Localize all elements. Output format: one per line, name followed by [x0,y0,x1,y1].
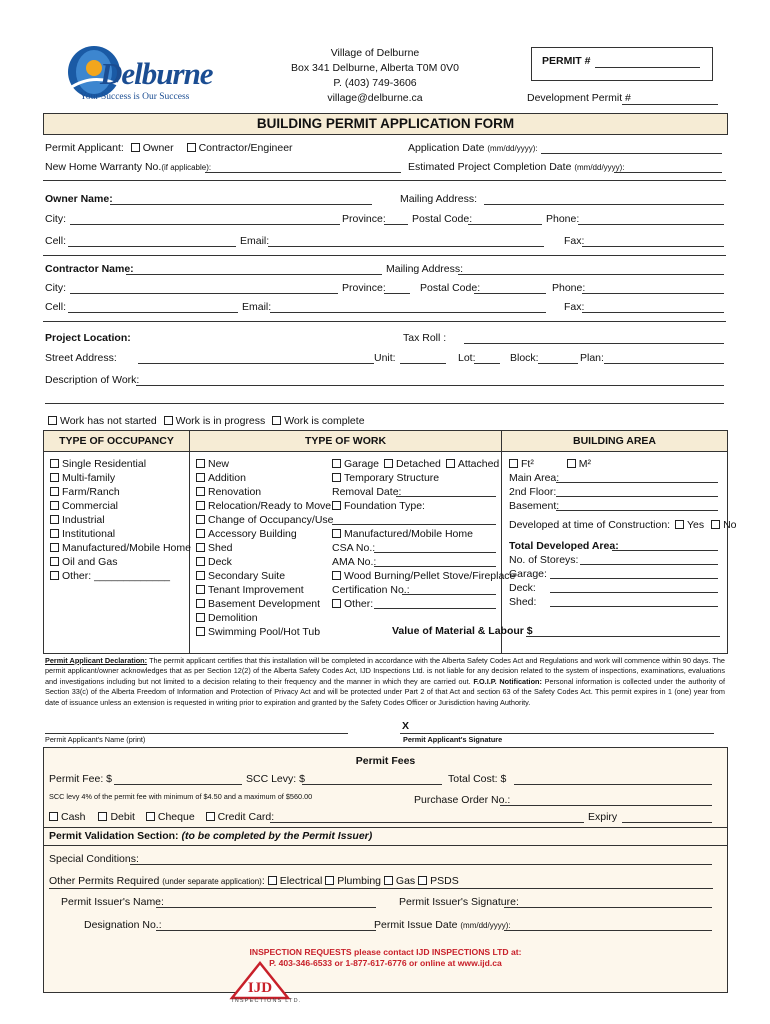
ama-label: AMA No.: [332,556,377,568]
work-type-item [196,513,334,527]
status-not-started-checkbox[interactable] [48,416,57,425]
owner-postal-label: Postal Code: [412,213,473,225]
work-type-label: Secondary Suite [208,570,286,582]
occupancy-checkbox[interactable] [50,459,59,468]
owner-name-label: Owner Name: [45,193,113,205]
ijd-triangle-icon [228,960,292,1000]
purchase-order-label: Purchase Order No.: [414,794,511,806]
material-value-label: Value of Material & Labour $ [392,625,533,637]
owner-name-field[interactable] [110,204,372,205]
issue-date-label: Permit Issue Date (mm/dd/yyyy): [374,919,511,931]
application-date-field[interactable] [541,153,722,154]
owner-email-label: Email: [240,235,270,247]
work-header: TYPE OF WORK [304,435,387,447]
occupancy-label: Farm/Ranch [62,486,120,498]
occupancy-checkbox[interactable] [50,473,59,482]
occupancy-item [50,541,191,555]
cash-checkbox[interactable] [49,812,58,821]
debit-checkbox[interactable] [98,812,107,821]
signature-x: X [402,720,410,732]
work-details-column: Garage Detached Attached Temporary Structure Removal Date: Foundation Type: [332,458,500,512]
development-permit-field[interactable] [622,104,718,105]
contractor-fax-label: Fax: [564,301,585,313]
logo-wordmark: Delburne [100,56,213,91]
work-details-table [43,430,737,654]
org-address-block [280,46,470,106]
permit-fees-section [43,747,728,993]
contractor-province-label: Province: [342,282,386,294]
occupancy-label: Other: _____________ [62,570,171,582]
basement-field[interactable] [556,510,718,511]
foip-body: Personal information is collected under the authority of Section 33(c) of the Alberta Freedom of Information and Protection of Privacy Act and will be protected under Part 2 of that Act and section 63 of the Safety Codes Act. This permit expires in 1 (one) year from date of issuance unless an extension is requested in writing prior to expiration and granted by the Safety Codes Officer or Jurisdiction having Authority. [45,676,725,707]
contractor-phone-field[interactable] [582,293,724,294]
work-type-checkbox[interactable] [196,529,205,538]
csa-label: CSA No.: [332,542,376,554]
work-type-item [196,527,334,541]
owner-province-label: Province: [342,213,386,225]
other-work-field[interactable] [374,608,496,609]
work-type-label: Deck [208,556,232,568]
contractor-mailing-label: Mailing Address: [386,263,464,275]
permit-number-box[interactable] [531,47,713,81]
contractor-cell-label: Cell: [45,301,67,313]
work-type-checkbox[interactable] [196,599,205,608]
removal-date-label: Removal Date: [332,486,402,498]
occupancy-checkbox[interactable] [50,557,59,566]
declaration-text [45,656,725,708]
expiry-label: Expiry [588,811,618,823]
occupancy-label: Institutional [62,528,116,540]
section-divider [43,321,726,322]
owner-option-label: Owner [142,142,174,154]
project-location-label: Project Location: [45,332,131,344]
area-column-2 [509,539,619,609]
org-phone: P. (403) 749-3606 [333,77,417,89]
scc-note: SCC levy 4% of the permit fee with minimum of $4.50 and a maximum of $560.00 [49,792,313,801]
payment-method-row: Cash Debit Cheque Credit Card: [49,811,274,823]
owner-cell-field[interactable] [68,246,236,247]
work-type-item [196,541,334,555]
occupancy-label: Oil and Gas [62,556,118,568]
work-type-item [196,499,334,513]
owner-city-label: City: [45,213,66,225]
garage-area-field[interactable] [550,578,718,579]
work-type-label: Change of Occupancy/Use [208,514,334,526]
contractor-postal-label: Postal Code: [420,282,481,294]
contractor-fax-field[interactable] [582,312,724,313]
warranty-field[interactable] [205,172,401,173]
gas-checkbox[interactable] [384,876,393,885]
work-type-checkbox[interactable] [196,459,205,468]
total-cost-field[interactable] [514,784,712,785]
issuer-name-label: Permit Issuer's Name: [61,896,164,908]
deck-area-label: Deck: [509,582,536,594]
developed-yes-checkbox[interactable] [675,520,684,529]
status-complete-checkbox[interactable] [272,416,281,425]
occupancy-item [50,555,191,569]
mobile-home-checkbox[interactable] [332,529,341,538]
attached-checkbox[interactable] [446,459,455,468]
work-type-checkbox[interactable] [196,515,205,524]
owner-email-field[interactable] [268,246,544,247]
permit-applicant-label: Permit Applicant: [45,142,124,154]
form-title: BUILDING PERMIT APPLICATION FORM [256,116,515,131]
shed-area-label: Shed: [509,596,537,608]
form-title-bar [43,113,728,135]
owner-postal-field[interactable] [468,224,542,225]
total-developed-field[interactable] [612,550,718,551]
contractor-option-label: Contractor/Engineer [198,142,293,154]
electrical-checkbox[interactable] [268,876,277,885]
lot-label: Lot: [458,352,476,364]
occupancy-label: Industrial [62,514,105,526]
second-floor-label: 2nd Floor: [509,486,557,498]
work-type-checkbox[interactable] [196,585,205,594]
work-type-item [196,569,334,583]
section-divider [43,180,726,181]
occupancy-header: TYPE OF OCCUPANCY [59,435,174,447]
second-floor-field[interactable] [556,496,718,497]
developed-row: Developed at time of Construction: Yes No [509,519,737,531]
storeys-field[interactable] [580,564,718,565]
work-type-item [196,471,334,485]
occupancy-item [50,527,191,541]
work-type-item [196,625,334,639]
owner-phone-label: Phone: [546,213,580,225]
work-type-item [196,583,334,597]
plan-label: Plan: [580,352,604,364]
applicant-signature-field[interactable] [400,733,714,734]
certification-label: Certification No.: [332,584,410,596]
contractor-name-label: Contractor Name: [45,263,134,275]
occupancy-checkbox[interactable] [50,571,59,580]
owner-phone-field[interactable] [578,224,724,225]
declaration-body: The permit applicant certifies that this installation will be completed in accordance with the Alberta Safety Codes Act and Regulations and work will commence within 90 days. The permit applicant/owner acknowledges that as per Section 12(2) of the Alberta Safety Codes Act, IJD Inspections Ltd. is not liable for any decision related to the system of inspections, examinations, evaluations and investigations including but not limited to a decision relating to their frequency and the manner in which they are carried out. [45,656,725,686]
work-type-item [196,457,334,471]
contractor-checkbox[interactable] [187,143,196,152]
material-value-field[interactable] [526,636,720,637]
work-type-checkbox[interactable] [196,613,205,622]
owner-checkbox[interactable] [131,143,140,152]
work-type-checkbox[interactable] [196,627,205,636]
block-label: Block: [510,352,539,364]
occupancy-checkbox[interactable] [50,515,59,524]
work-type-list [196,457,334,639]
issuer-name-field[interactable] [156,907,376,908]
applicant-name-field[interactable] [45,733,348,734]
plan-field[interactable] [604,363,724,364]
contractor-province-field[interactable] [384,293,410,294]
permit-number-label: PERMIT # [542,55,591,67]
occupancy-label: Commercial [62,500,119,512]
warranty-label: New Home Warranty No.(if applicable): [45,161,212,173]
work-type-checkbox[interactable] [196,501,205,510]
garage-area-label: Garage: [509,568,547,580]
description-field[interactable] [136,385,724,386]
other-permits-field[interactable] [49,888,713,889]
contractor-email-field[interactable] [270,312,546,313]
work-type-label: Relocation/Ready to Move [208,500,332,512]
work-type-label: Addition [208,472,246,484]
permit-fee-label: Permit Fee: $ [49,773,113,785]
org-email: village@delburne.ca [327,92,423,104]
developed-label: Developed at time of Construction: [509,519,671,531]
other-permits-row: Other Permits Required (under separate application): Electrical Plumbing Gas PSDS [49,875,459,887]
block-field[interactable] [538,363,578,364]
other-work-checkbox[interactable] [332,599,341,608]
issuer-signature-label: Permit Issuer's Signature: [399,896,519,908]
status-in-progress-label: Work is in progress [175,415,266,427]
foundation-checkbox[interactable] [332,501,341,510]
scc-levy-label: SCC Levy: $ [246,773,305,785]
work-type-label: Shed [208,542,233,554]
completion-date-field[interactable] [614,172,722,173]
application-date-label: Application Date (mm/dd/yyyy): [408,142,538,154]
applicant-name-label: Permit Applicant's Name (print) [45,735,146,744]
status-not-started-label: Work has not started [60,415,157,427]
work-type-label: Accessory Building [208,528,297,540]
temporary-structure-checkbox[interactable] [332,473,341,482]
section-divider [43,255,726,256]
designation-label: Designation No.: [84,919,162,931]
work-type-checkbox[interactable] [196,557,205,566]
foip-heading: F.O.I.P. Notification: [473,676,542,686]
occupancy-label: Multi-family [62,472,116,484]
logo-tagline: Your Success is Our Success [80,92,190,102]
ijd-logo-subtitle: INSPECTIONS LTD. [232,998,302,1004]
occupancy-checkbox[interactable] [50,487,59,496]
permit-fee-field[interactable] [114,784,242,785]
description-label: Description of Work: [45,374,140,386]
main-area-label: Main Area: [509,472,560,484]
village-logo [60,42,220,106]
occupancy-label: Manufactured/Mobile Home [62,542,191,554]
work-status-row [48,415,365,427]
occupancy-label: Single Residential [62,458,147,470]
contractor-city-field[interactable] [70,293,338,294]
certification-field[interactable] [402,594,496,595]
occupancy-item [50,485,191,499]
owner-fax-label: Fax: [564,235,585,247]
foundation-field[interactable] [332,524,496,525]
contractor-phone-label: Phone: [552,282,586,294]
owner-mailing-label: Mailing Address: [400,193,478,205]
cheque-checkbox[interactable] [146,812,155,821]
ama-field[interactable] [374,566,496,567]
contractor-city-label: City: [45,282,66,294]
occupancy-checkbox[interactable] [50,501,59,510]
csa-field[interactable] [374,552,496,553]
status-in-progress-checkbox[interactable] [164,416,173,425]
work-type-item [196,597,334,611]
owner-cell-label: Cell: [45,235,67,247]
total-cost-label: Total Cost: $ [448,773,507,785]
contractor-name-field[interactable] [126,274,382,275]
deck-area-field[interactable] [550,592,718,593]
occupancy-list [50,457,191,583]
credit-card-field[interactable] [270,822,584,823]
owner-mailing-field[interactable] [484,204,724,205]
occupancy-item [50,471,191,485]
declaration-heading: Permit Applicant Declaration: [45,656,148,665]
status-complete-label: Work is complete [284,415,365,427]
occupancy-item [50,569,191,583]
inspection-requests [44,947,727,969]
validation-title: Permit Validation Section: (to be completed by the Permit Issuer) [49,830,373,842]
work-type-checkbox[interactable] [196,571,205,580]
work-details-column-2: Manufactured/Mobile Home CSA No.: AMA No.: Wood Burning/Pellet Stove/Fireplace Certification No.: Other: [332,528,516,610]
shed-area-field[interactable] [550,606,718,607]
lot-field[interactable] [474,363,500,364]
psds-checkbox[interactable] [418,876,427,885]
occupancy-checkbox[interactable] [50,543,59,552]
work-type-item [196,611,334,625]
owner-fax-field[interactable] [582,246,724,247]
org-address: Box 341 Delburne, Alberta T0M 0V0 [291,62,459,74]
work-type-label: Tenant Improvement [208,584,304,596]
tax-roll-field[interactable] [464,343,724,344]
purchase-order-field[interactable] [500,805,712,806]
work-type-label: Basement Development [208,598,321,610]
occupancy-item [50,457,191,471]
special-conditions-field[interactable] [130,864,712,865]
scc-levy-field[interactable] [302,784,442,785]
unit-label: Unit: [374,352,396,364]
total-developed-label: Total Developed Area: [509,540,619,552]
area-column: Ft² M² Main Area: 2nd Floor: Basement: [509,458,591,512]
issuer-signature-field[interactable] [504,907,712,908]
work-type-checkbox[interactable] [196,487,205,496]
permit-fees-title: Permit Fees [355,755,416,767]
contractor-postal-field[interactable] [474,293,546,294]
m2-checkbox[interactable] [567,459,576,468]
street-address-label: Street Address: [45,352,117,364]
contractor-cell-field[interactable] [68,312,238,313]
street-address-field[interactable] [138,363,374,364]
contractor-mailing-field[interactable] [458,274,724,275]
basement-label: Basement: [509,500,560,512]
expiry-field[interactable] [622,822,712,823]
designation-field[interactable] [156,930,376,931]
inspection-line-1: INSPECTION REQUESTS please contact IJD INSPECTIONS LTD at: [249,947,522,957]
contractor-email-label: Email: [242,301,272,313]
occupancy-checkbox[interactable] [50,529,59,538]
work-type-label: New [208,458,230,470]
owner-province-field[interactable] [384,224,408,225]
credit-card-checkbox[interactable] [206,812,215,821]
work-type-label: Demolition [208,612,258,624]
inspection-line-2: P. 403-346-6533 or 1-877-617-6776 or online at www.ijd.ca [269,958,502,968]
main-area-field[interactable] [556,482,718,483]
occupancy-item [50,513,191,527]
plumbing-checkbox[interactable] [325,876,334,885]
work-type-item [196,485,334,499]
developed-no-checkbox[interactable] [711,520,720,529]
work-type-checkbox[interactable] [196,543,205,552]
owner-city-field[interactable] [70,224,340,225]
detached-checkbox[interactable] [384,459,393,468]
ft2-checkbox[interactable] [509,459,518,468]
issue-date-field[interactable] [504,930,712,931]
tax-roll-label: Tax Roll : [403,332,447,344]
ijd-logo-text: IJD [247,980,273,996]
ijd-logo [228,960,302,1008]
applicant-signature-label: Permit Applicant's Signature [403,735,503,744]
storeys-label: No. of Storeys: [509,554,579,566]
area-header: BUILDING AREA [572,435,657,447]
occupancy-item [50,499,191,513]
development-permit-label: Development Permit # [527,92,631,104]
garage-checkbox[interactable] [332,459,341,468]
completion-date-label: Estimated Project Completion Date (mm/dd/yyyy): [408,161,625,173]
work-type-item [196,555,334,569]
description-field-2[interactable] [45,403,724,404]
org-name: Village of Delburne [330,47,420,59]
wood-burning-checkbox[interactable] [332,571,341,580]
work-type-label: Swimming Pool/Hot Tub [208,626,321,638]
special-conditions-label: Special Conditions: [49,853,139,865]
unit-field[interactable] [400,363,446,364]
applicant-row [45,142,293,154]
removal-date-field[interactable] [396,496,496,497]
work-type-label: Renovation [208,486,262,498]
work-type-checkbox[interactable] [196,473,205,482]
